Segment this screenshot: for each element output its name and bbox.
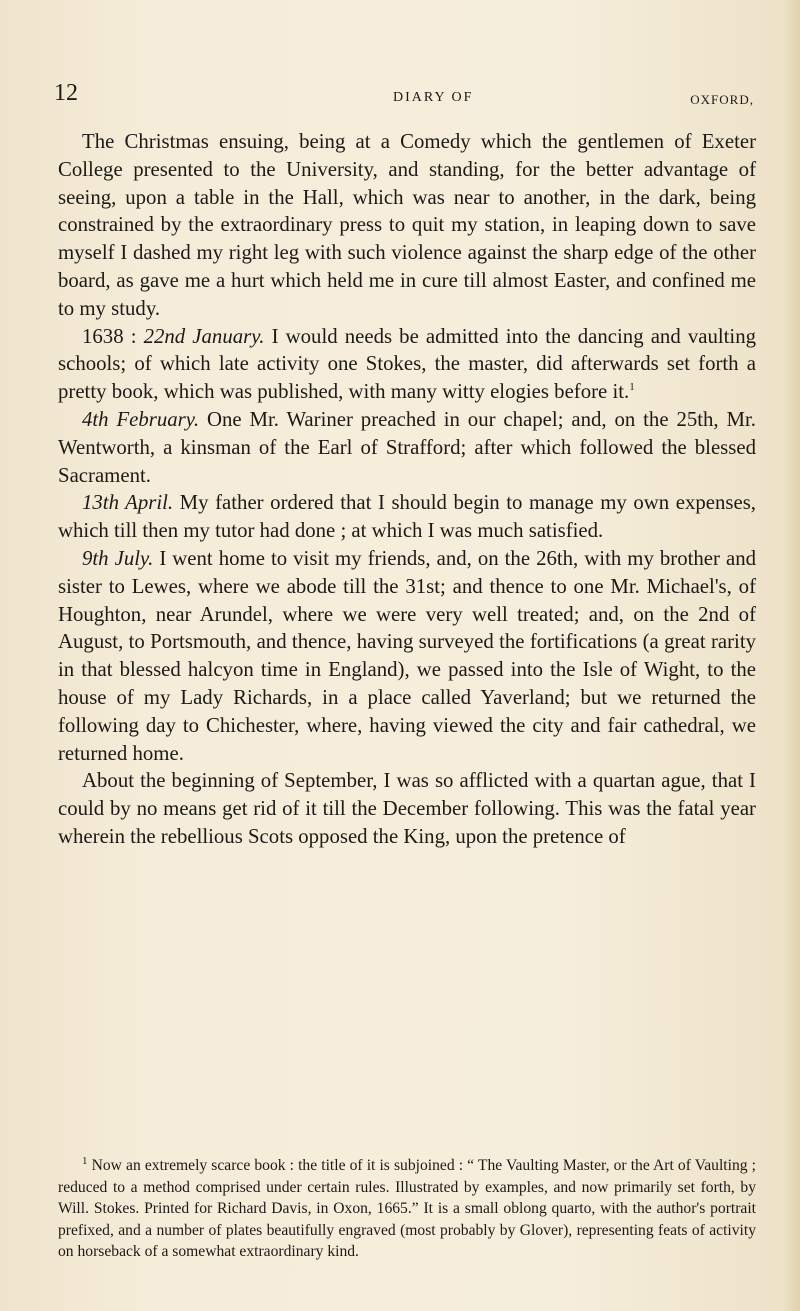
page-edge-shadow	[782, 0, 800, 1311]
footnote	[58, 1155, 756, 1263]
footnote-text: Now an extremely scarce book : the title of it is subjoined : “ The Vaulting Master, or the Art of Vaulting ; reduced to a method comprised under certain rules. Illustrated by examples, and now primarily set forth, by Will. Stokes. Printed for Richard Davis, in Oxon, 1665.” It is a small oblong quarto, with the author's portrait prefixed, and a number of plates beautifully engraved (most probably by Glover), representing feats of activity on horseback of a somewhat extraordinary kind.	[58, 1157, 756, 1260]
paragraph-text: My father ordered that I should begin to manage my own expenses, which till then my tutor had done ; at which I was much satisfied.	[58, 491, 756, 543]
main-text	[58, 128, 756, 851]
footnote-paragraph	[58, 1155, 756, 1263]
paragraph-1638	[58, 323, 756, 406]
paragraph-april	[58, 489, 756, 545]
paragraph-july	[58, 545, 756, 767]
paragraph-february	[58, 406, 756, 489]
paragraph-text: One Mr. Wariner preached in our chapel; and, on the 25th, Mr. Wentworth, a kinsman of the Earl of Strafford; after which followed the blessed Sacrament.	[58, 407, 756, 487]
page-number: 12	[54, 80, 78, 106]
paragraph-text: About the beginning of September, I was so afflicted with a quartan ague, that I could by no means get rid of it till the December following. This was the fatal year wherein the rebellious Scots opposed the King, upon the pretence of	[58, 769, 756, 848]
entry-date: 4th February.	[82, 407, 200, 431]
paragraph-september	[58, 767, 756, 850]
paragraph-text: I went home to visit my friends, and, on the 26th, with my brother and sister to Lewes, where we abode till the 31st; and thence to one Mr. Michael's, of Houghton, near Arundel, where we were very well treated; and, on the 2nd of August, to Portsmouth, and thence, having surveyed the fortifications (a great rarity in that blessed halcyon time in England), we passed into the Isle of Wight, to the house of my Lady Richards, in a place called Yaverland; but we returned the following day to Chichester, where, having viewed the city and fair cathedral, we returned home.	[58, 546, 756, 765]
page-header	[54, 82, 754, 112]
entry-date: 22nd January.	[143, 324, 265, 348]
running-head-right: OXFORD,	[690, 92, 754, 107]
entry-date: 13th April.	[82, 491, 174, 515]
paragraph-christmas	[58, 128, 756, 323]
entry-date: 9th July.	[82, 546, 154, 570]
paragraph-text: The Christmas ensuing, being at a Comedy which the gentlemen of Exeter College presented to the University, and standing, for the better advantage of seeing, upon a table in the Hall, which was near to another, in the dark, being constrained by the extraordinary press to quit my station, in leaping down to save myself I dashed my right leg with such violence against the sharp edge of the other board, as gave me a hurt which held me in cure till almost Easter, and confined me to my study.	[58, 130, 756, 320]
footnote-marker: 1	[82, 1154, 88, 1167]
paragraph-text: I would needs be admitted into the dancing and vaulting schools; of which late activity one Stokes, the master, did afterwards set forth a pretty book, which was published, with many witty elogies before it.	[58, 324, 756, 404]
running-head: DIARY OF	[393, 90, 474, 105]
footnote-reference[interactable]: 1	[629, 381, 635, 394]
year-label: 1638 :	[82, 324, 144, 348]
